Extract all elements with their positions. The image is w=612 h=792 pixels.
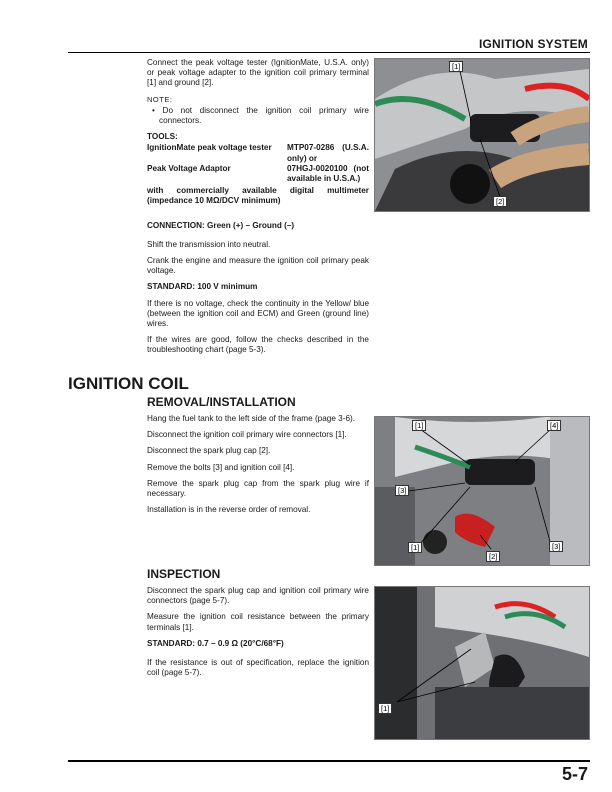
photo2-callout-2: [2] (486, 551, 500, 562)
photo2-callout-3-left: [3] (395, 485, 409, 496)
peak-voltage-text (147, 58, 369, 362)
tools-label: TOOLS: (147, 132, 178, 142)
note-label: NOTE: (147, 94, 173, 104)
intro-paragraph: Connect the peak voltage tester (IgnitionMate, U.S.A. only) or peak voltage adapter to the ignition coil primary terminal [1] and ground [2]. (147, 58, 369, 88)
photo2-callout-4: [4] (547, 420, 561, 431)
tool1-name: IgnitionMate peak voltage tester (147, 143, 272, 153)
tool1-part: MTP07-0286 (U.S.A. only) or (287, 143, 369, 163)
header-rule (68, 52, 590, 53)
photo2-callout-3-right: [3] (549, 541, 563, 552)
wires-good-paragraph: If the wires are good, follow the checks described in the troubleshooting chart (page 5-3). (147, 335, 369, 355)
removal-steps (147, 414, 369, 521)
page-number: 5-7 (561, 764, 588, 784)
tool2-part: 07HGJ-0020100 (not available in U.S.A.) (287, 163, 369, 184)
shift-neutral-step: Shift the transmission into neutral. (147, 239, 271, 249)
removal-step-1: Hang the fuel tank to the left side of the frame (page 3-6). (147, 414, 355, 423)
peak-voltage-photo (374, 58, 590, 212)
removal-step-4: Remove the bolts [3] and ignition coil [4]. (147, 462, 295, 472)
inspection-title: INSPECTION (147, 567, 221, 581)
tools-table (147, 143, 369, 184)
photo1-callout-2: [2] (493, 196, 507, 207)
no-voltage-paragraph: If there is no voltage, check the continuity in the Yellow/ blue (between the ignition coil and ECM) and Green (ground line) wires. (147, 298, 369, 329)
inspection-photo (374, 586, 590, 740)
removal-installation-title: REMOVAL/INSTALLATION (147, 395, 296, 409)
removal-step-2: Disconnect the ignition coil primary wire connectors [1]. (147, 430, 347, 440)
removal-step-6: Installation is in the reverse order of removal. (147, 505, 311, 515)
inspection-photo-drawing (375, 587, 589, 739)
removal-step-3: Disconnect the spark plug cap [2]. (147, 446, 271, 456)
photo2-callout-1-bottom: [1] (408, 542, 422, 553)
photo1-callout-1: [1] (449, 61, 463, 72)
footer-rule (68, 760, 590, 762)
inspection-step-1: Disconnect the spark plug cap and ignition coil primary wire connectors (page 5-7). (147, 586, 369, 606)
note-bullet-text: Do not disconnect the ignition coil primary wire connectors. (159, 105, 369, 126)
resistance-standard: STANDARD: 0.7 – 0.9 Ω (20°C/68°F) (147, 638, 284, 648)
inspection-step-4: If the resistance is out of specification, replace the ignition coil (page 5-7). (147, 658, 369, 678)
photo2-callout-1-top: [1] (412, 420, 426, 431)
voltage-standard: STANDARD: 100 V minimum (147, 282, 258, 292)
tool2-name: Peak Voltage Adaptor (147, 163, 231, 173)
inspection-step-2: Measure the ignition coil resistance between the primary terminals [1]. (147, 612, 369, 632)
crank-step: Crank the engine and measure the ignition coil primary peak voltage. (147, 256, 369, 276)
removal-step-5: Remove the spark plug cap from the spark plug wire if necessary. (147, 478, 369, 499)
inspection-steps (147, 586, 369, 684)
ignition-coil-title: IGNITION COIL (68, 374, 189, 393)
removal-photo (374, 416, 590, 566)
section-header-title: IGNITION SYSTEM (478, 37, 588, 51)
connection-spec: CONNECTION: Green (+) – Ground (–) (147, 220, 295, 230)
photo3-callout-1: [1] (378, 703, 392, 714)
tools-footer: with commercially available digital multimeter (impedance 10 MΩ/DCV minimum) (147, 186, 369, 206)
peak-voltage-photo-drawing (375, 59, 589, 211)
note-bullet: • Do not disconnect the ignition coil primary wire connectors. (152, 105, 369, 126)
